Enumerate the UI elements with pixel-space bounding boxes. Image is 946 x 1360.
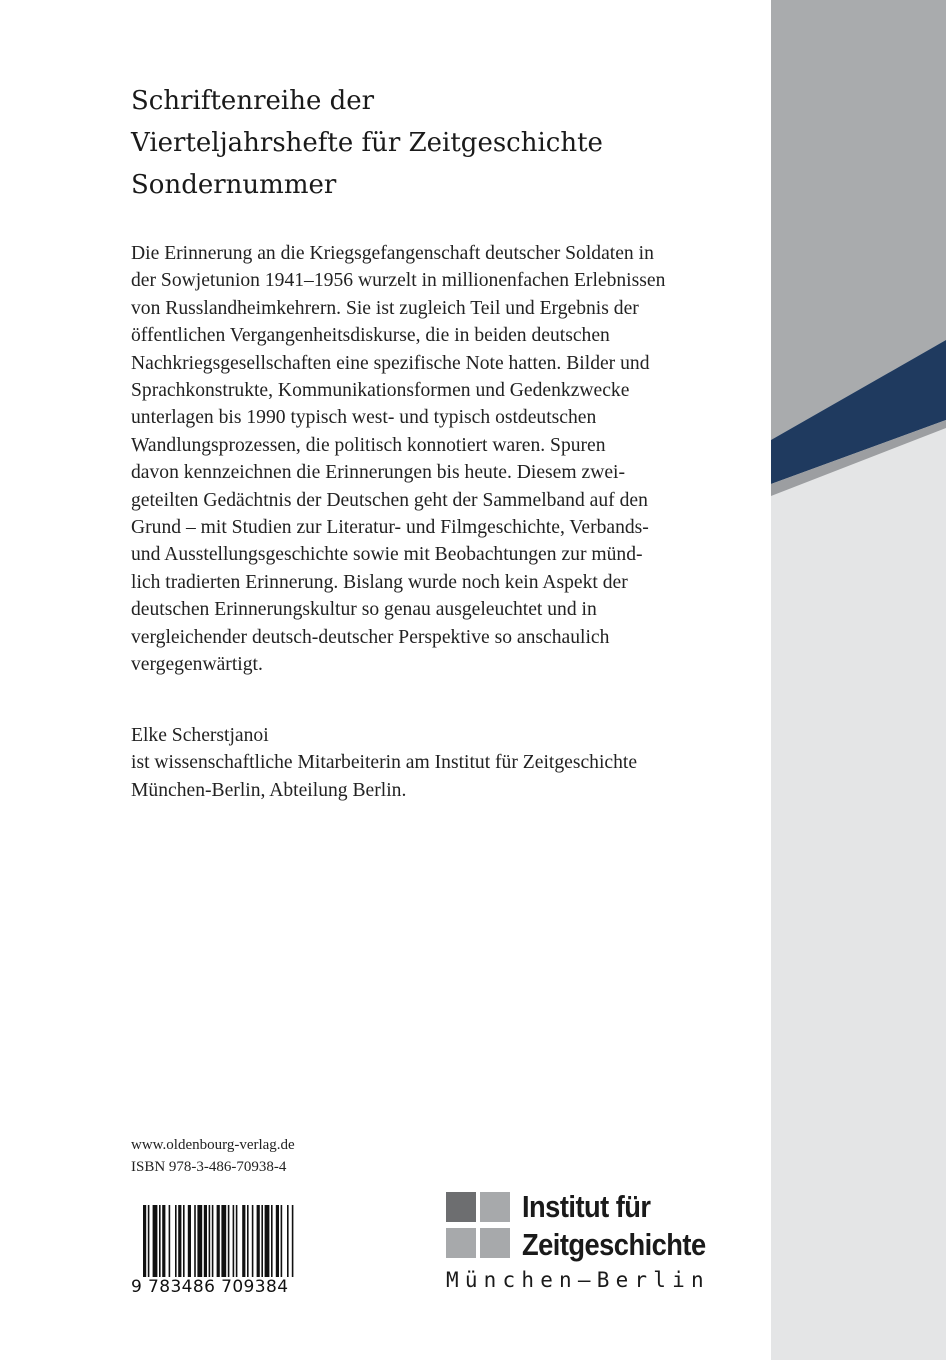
logo-line-1: Institut für	[522, 1189, 651, 1224]
author-bio-line: München-Berlin, Abteilung Berlin.	[131, 779, 407, 801]
description-line: der Sowjetunion 1941–1956 wurzelt in millionenfachen Erlebnissen	[131, 270, 666, 292]
description-line: geteilten Gedächtnis der Deutschen geht der Sammelband auf den	[131, 489, 648, 511]
publisher-url: www.oldenbourg-verlag.de	[131, 1137, 295, 1153]
decorative-side-band	[771, 0, 946, 1360]
description-line: und Ausstellungsgeschichte sowie mit Beobachtungen zur münd-	[131, 544, 643, 566]
barcode-digits: 9 783486 709384	[131, 1277, 309, 1297]
isbn: ISBN 978-3-486-70938-4	[131, 1159, 287, 1175]
series-line-1: Schriftenreihe der	[131, 86, 375, 116]
series-line-2: Vierteljahrshefte für Zeitgeschichte	[131, 128, 603, 158]
description-line: deutschen Erinnerungskultur so genau ausgeleuchtet und in	[131, 599, 597, 621]
description-line: von Russlandheimkehrern. Sie ist zugleich Teil und Ergebnis der	[131, 297, 639, 319]
publisher-info	[131, 1134, 295, 1178]
description-line: Nachkriegsgesellschaften eine spezifische Note hatten. Bilder und	[131, 352, 650, 374]
series-line-3: Sondernummer	[131, 170, 337, 200]
description-line: lich tradierten Erinnerung. Bislang wurde noch kein Aspekt der	[131, 571, 628, 593]
author-bio-line: ist wissenschaftliche Mitarbeiterin am Institut für Zeitgeschichte	[131, 752, 638, 774]
description-line: vergleichender deutsch-deutscher Perspektive so anschaulich	[131, 626, 610, 648]
author-bio	[131, 722, 761, 804]
description-line: Wandlungsprozessen, die politisch konnotiert waren. Spuren	[131, 434, 606, 456]
description-line: Sprachkonstrukte, Kommunikationsformen und Gedenkzwecke	[131, 380, 630, 402]
description-line: öffentlichen Vergangenheitsdiskurse, die in beiden deutschen	[131, 325, 610, 347]
institute-logo	[446, 1189, 746, 1302]
logo-squares-icon	[446, 1192, 510, 1264]
book-description	[131, 240, 761, 679]
description-line: Die Erinnerung an die Kriegsgefangenschaft deutscher Soldaten in	[131, 243, 654, 264]
logo-line-2: Zeitgeschichte	[522, 1227, 706, 1262]
description-line: davon kennzeichnen die Erinnerungen bis heute. Diesem zwei-	[131, 462, 626, 484]
description-line: unterlagen bis 1990 typisch west- und typisch ostdeutschen	[131, 407, 597, 429]
logo-city: München–Berlin	[446, 1268, 710, 1292]
series-title	[131, 80, 751, 206]
description-line: Grund – mit Studien zur Literatur- und Filmgeschichte, Verbands-	[131, 517, 649, 539]
logo-name	[522, 1188, 706, 1264]
description-line: vergegenwärtigt.	[131, 654, 263, 676]
author-name: Elke Scherstjanoi	[131, 725, 269, 746]
